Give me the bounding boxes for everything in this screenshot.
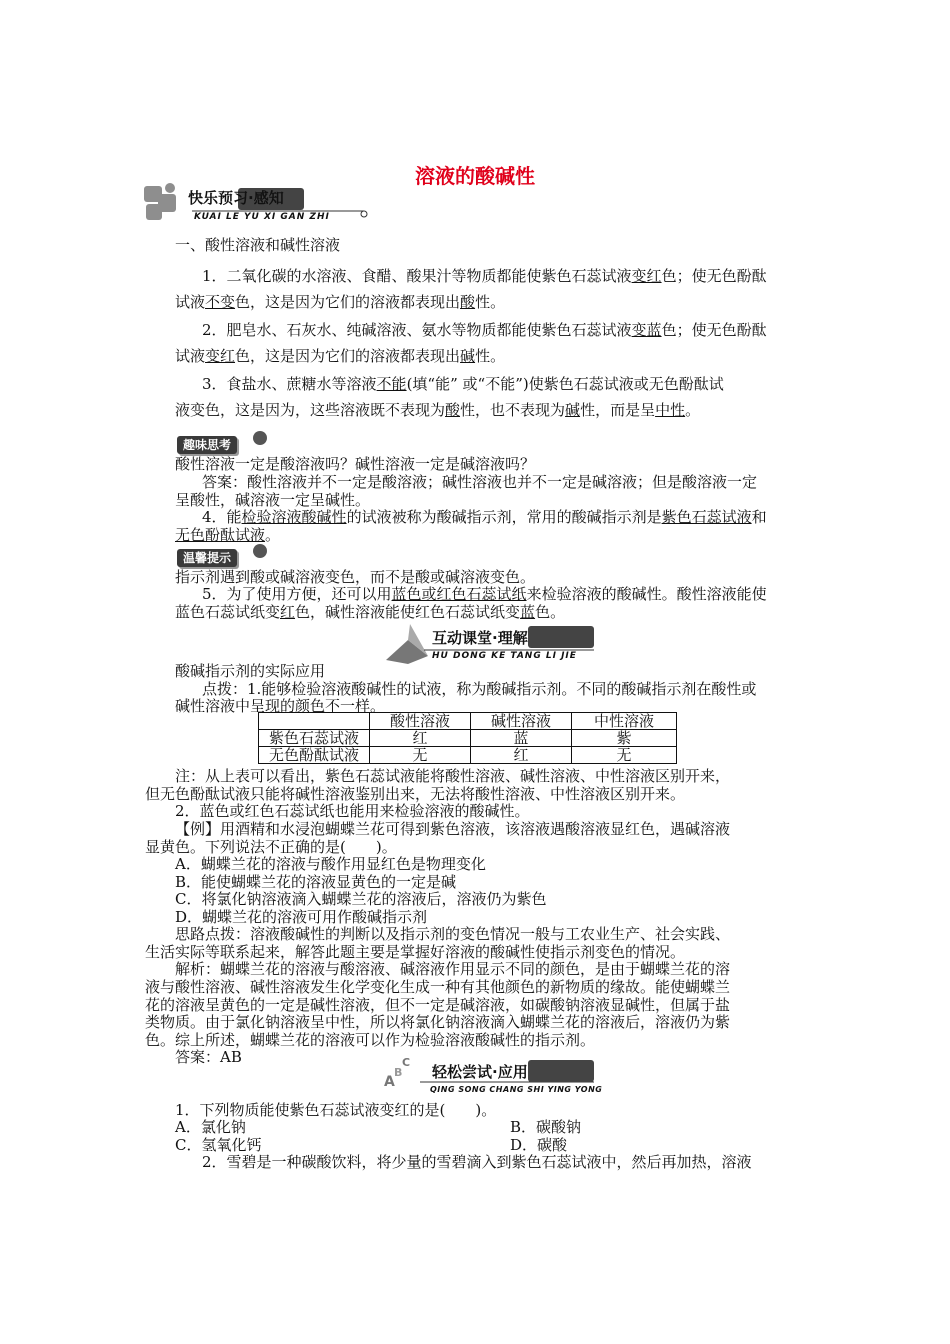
banner-title: 快乐预习·感知 xyxy=(188,189,284,207)
table-header-row xyxy=(259,713,677,730)
note-line-3: 2．蓝色或红色石蕊试纸也能用来检验溶液的酸碱性。 xyxy=(175,802,530,820)
paragraph-5-cont: 蓝色石蕊试纸变红色，碱性溶液能使红色石蕊试纸变蓝色。 xyxy=(175,603,566,621)
table-row xyxy=(259,747,677,764)
class-heading: 酸碱指示剂的实际应用 xyxy=(175,662,326,680)
table-header xyxy=(259,713,370,730)
answer: 答案：AB xyxy=(175,1048,242,1066)
option-c: C．将氯化钠溶液滴入蝴蝶兰花的溶液后，溶液仍为紫色 xyxy=(175,890,547,908)
paragraph-5: 5．为了使用方便，还可以用蓝色或红色石蕊试纸来检验溶液的酸碱性。酸性溶液能使 xyxy=(202,585,767,603)
table-header: 中性溶液 xyxy=(572,713,677,730)
paragraph-1: 1．二氧化碳的水溶液、食醋、酸果汁等物质都能使紫色石蕊试液变红色；使无色酚酞 xyxy=(202,267,767,285)
paragraph-4: 4．能检验溶液酸碱性的试液被称为酸碱指示剂，常用的酸碱指示剂是紫色石蕊试液和 xyxy=(202,508,767,526)
tag-warm-tip: 温馨提示 xyxy=(177,549,237,567)
option-b: B．能使蝴蝶兰花的溶液显黄色的一定是碱 xyxy=(175,873,457,891)
hint-line-2: 生活实际等联系起来，解答此题主要是掌握好溶液的酸碱性使指示剂变色的情况。 xyxy=(145,943,686,961)
table-header: 碱性溶液 xyxy=(471,713,572,730)
table-cell: 紫色石蕊试液 xyxy=(259,730,370,747)
section-banner-class xyxy=(380,620,610,664)
analysis-line-2: 液与酸性溶液、碱性溶液发生化学变化生成一种有其他颜色的新物质的缘故。能使蝴蝶兰 xyxy=(145,978,731,996)
question-2: 2．雪碧是一种碳酸饮料，将少量的雪碧滴入到紫色石蕊试液中，然后再加热，溶液 xyxy=(202,1153,752,1171)
class-point-1-cont: 碱性溶液中呈现的颜色不一样。 xyxy=(175,697,386,715)
analysis-line-1: 解析：蝴蝶兰花的溶液与酸溶液、碱溶液作用显示不同的颜色，是由于蝴蝶兰花的溶 xyxy=(175,960,731,978)
choice-a: A．氯化钠 xyxy=(175,1118,246,1136)
table-cell: 蓝 xyxy=(471,730,572,747)
example-line-2: 显黄色。下列说法不正确的是( )。 xyxy=(145,838,397,856)
banner-pinyin: KUAI LE YU XI GAN ZHI xyxy=(194,212,330,222)
choice-c: C．氢氧化钙 xyxy=(175,1136,262,1154)
option-a: A．蝴蝶兰花的溶液与酸作用显红色是物理变化 xyxy=(175,855,486,873)
banner-pinyin: HU DONG KE TANG LI JIE xyxy=(432,651,577,661)
paragraph-4-cont: 无色酚酞试液。 xyxy=(175,526,281,544)
analysis-line-3: 花的溶液呈黄色的一定是碱性溶液，但不一定是碱溶液，如碳酸钠溶液显碱性，但属于盐 xyxy=(145,996,731,1014)
section-banner-preview xyxy=(140,180,370,224)
section-heading: 一、酸性溶液和碱性溶液 xyxy=(175,236,341,254)
tag-fun-thinking: 趣味思考 xyxy=(177,436,237,454)
table-cell: 无色酚酞试液 xyxy=(259,747,370,764)
paragraph-3: 3．食盐水、蔗糖水等溶液不能(填“能” 或“不能”)使紫色石蕊试液或无色酚酞试 xyxy=(202,375,724,393)
table-header: 酸性溶液 xyxy=(370,713,471,730)
table-cell: 紫 xyxy=(572,730,677,747)
banner-title: 轻松尝试·应用 xyxy=(432,1063,528,1081)
note-line-1: 注：从上表可以看出，紫色石蕊试液能将酸性溶液、碱性溶液、中性溶液区别开来， xyxy=(175,767,731,785)
svg-text:B: B xyxy=(394,1066,403,1079)
hint-line-1: 思路点拨：溶液酸碱性的判断以及指示剂的变色情况一般与工农业生产、社会实践、 xyxy=(175,925,731,943)
indicator-table xyxy=(258,712,677,764)
think-question: 酸性溶液一定是酸溶液吗？碱性溶液一定是碱溶液吗？ xyxy=(175,455,536,473)
svg-text:C: C xyxy=(402,1056,411,1069)
table-row xyxy=(259,730,677,747)
banner-title: 互动课堂·理解 xyxy=(432,629,528,647)
question-1: 1．下列物质能使紫色石蕊试液变红的是( )。 xyxy=(175,1101,497,1119)
paragraph-1-cont: 试液不变色，这是因为它们的溶液都表现出酸性。 xyxy=(175,293,506,311)
analysis-line-4: 类物质。由于氯化钠溶液呈中性，所以将氯化钠溶液滴入蝴蝶兰花的溶液后，溶液仍为紫 xyxy=(145,1013,731,1031)
paragraph-2-cont: 试液变红色，这是因为它们的溶液都表现出碱性。 xyxy=(175,347,506,365)
table-cell: 红 xyxy=(471,747,572,764)
option-d: D．蝴蝶兰花的溶液可用作酸碱指示剂 xyxy=(175,908,428,926)
tip-text: 指示剂遇到酸或碱溶液变色，而不是酸或碱溶液变色。 xyxy=(175,568,536,586)
think-answer: 答案：酸性溶液并不一定是酸溶液；碱性溶液也并不一定是碱溶液；但是酸溶液一定 xyxy=(202,473,758,491)
table-cell: 红 xyxy=(370,730,471,747)
section-banner-practice xyxy=(380,1052,610,1096)
banner-pinyin: QING SONG CHANG SHI YING YONG xyxy=(430,1085,603,1094)
paragraph-2: 2．肥皂水、石灰水、纯碱溶液、氨水等物质都能使紫色石蕊试液变蓝色；使无色酚酞 xyxy=(202,321,767,339)
class-point-1: 点拨：1.能够检验溶液酸碱性的试液，称为酸碱指示剂。不同的酸碱指示剂在酸性或 xyxy=(202,680,757,698)
svg-text:A: A xyxy=(384,1074,395,1090)
note-line-2: 但无色酚酞试液只能将碱性溶液鉴别出来，无法将酸性溶液、中性溶液区别开来。 xyxy=(145,785,686,803)
think-answer-cont: 呈酸性，碱溶液一定呈碱性。 xyxy=(175,491,371,509)
table-cell: 无 xyxy=(572,747,677,764)
speaker-icon xyxy=(253,544,267,558)
example-line-1: 【例】用酒精和水浸泡蝴蝶兰花可得到紫色溶液，该溶液遇酸溶液显红色，遇碱溶液 xyxy=(175,820,731,838)
choice-b: B．碳酸钠 xyxy=(510,1118,582,1136)
choice-d: D．碳酸 xyxy=(510,1136,568,1154)
analysis-line-5: 色。综上所述，蝴蝶兰花的溶液可以作为检验溶液酸碱性的指示剂。 xyxy=(145,1031,596,1049)
table-cell: 无 xyxy=(370,747,471,764)
paragraph-3-cont: 液变色，这是因为，这些溶液既不表现为酸性，也不表现为碱性，而是呈中性。 xyxy=(175,401,701,419)
speaker-icon xyxy=(253,431,267,445)
page-title: 溶液的酸碱性 xyxy=(415,164,535,188)
